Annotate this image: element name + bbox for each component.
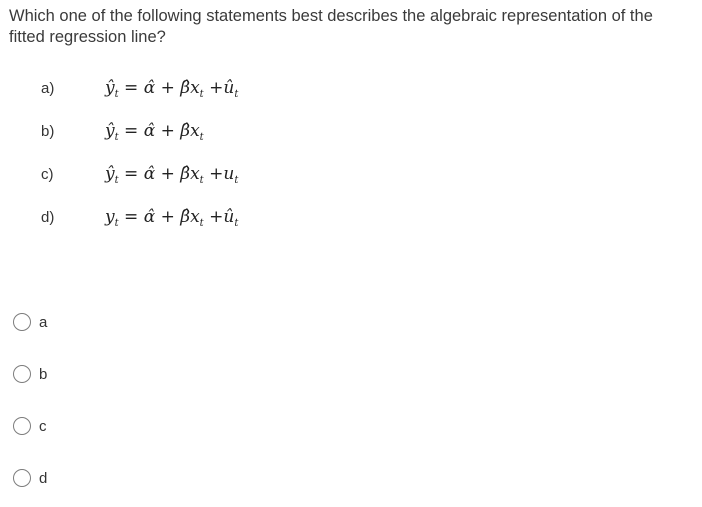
statement-c: [0, 165, 702, 195]
eq-beta-x: β̂x: [180, 121, 200, 141]
eq-error: u: [223, 164, 235, 184]
eq-alpha: α̂: [143, 164, 156, 184]
statement-a: [0, 79, 702, 109]
answer-option-label[interactable]: b: [39, 366, 48, 383]
statement-d: [0, 208, 702, 238]
answer-option-label[interactable]: c: [39, 418, 47, 435]
statement-letter: c): [41, 166, 54, 183]
radio-button[interactable]: [13, 365, 31, 383]
eq-plus: +: [160, 78, 175, 98]
radio-button[interactable]: [13, 469, 31, 487]
eq-alpha: α̂: [143, 78, 156, 98]
eq-beta-x: β̂x: [180, 78, 200, 98]
statement-equation: [105, 161, 238, 194]
eq-equals: =: [124, 164, 139, 184]
eq-equals: =: [124, 207, 139, 227]
eq-lhs-sub: t: [114, 175, 119, 186]
eq-alpha: α̂: [143, 121, 156, 141]
eq-error: û: [223, 207, 235, 227]
statement-equation: [105, 204, 238, 237]
statement-equation: [105, 118, 204, 151]
eq-lhs-sub: t: [114, 132, 119, 143]
statement-letter: d): [41, 209, 55, 226]
eq-plus: +: [160, 121, 175, 141]
eq-error-sub: t: [234, 218, 239, 229]
eq-plus: +: [160, 207, 175, 227]
eq-alpha: α̂: [143, 207, 156, 227]
statement-letter: b): [41, 123, 55, 140]
eq-plus: +: [209, 164, 224, 184]
statement-equation: [105, 75, 238, 108]
eq-plus: +: [160, 164, 175, 184]
eq-x-sub: t: [199, 132, 204, 143]
eq-lhs: y: [105, 207, 115, 227]
eq-error: û: [223, 78, 235, 98]
eq-lhs: ŷ: [105, 164, 115, 184]
eq-error-sub: t: [234, 175, 239, 186]
eq-beta-x: β̂x: [180, 164, 200, 184]
eq-beta-x: β̂x: [180, 207, 200, 227]
eq-equals: =: [124, 78, 139, 98]
radio-button[interactable]: [13, 313, 31, 331]
eq-x-sub: t: [199, 89, 204, 100]
eq-lhs: ŷ: [105, 121, 115, 141]
eq-lhs-sub: t: [114, 89, 119, 100]
eq-x-sub: t: [199, 175, 204, 186]
eq-error-sub: t: [234, 89, 239, 100]
statement-letter: a): [41, 80, 55, 97]
question-text: Which one of the following statements best describes the algebraic representation of the fitted regression line?: [9, 7, 653, 46]
eq-plus: +: [209, 78, 224, 98]
statement-b: [0, 122, 702, 152]
eq-lhs-sub: t: [114, 218, 119, 229]
radio-button[interactable]: [13, 417, 31, 435]
eq-x-sub: t: [199, 218, 204, 229]
answer-option-label[interactable]: d: [39, 470, 48, 487]
eq-equals: =: [124, 121, 139, 141]
eq-plus: +: [209, 207, 224, 227]
answer-option-label[interactable]: a: [39, 314, 48, 331]
eq-lhs: ŷ: [105, 78, 115, 98]
